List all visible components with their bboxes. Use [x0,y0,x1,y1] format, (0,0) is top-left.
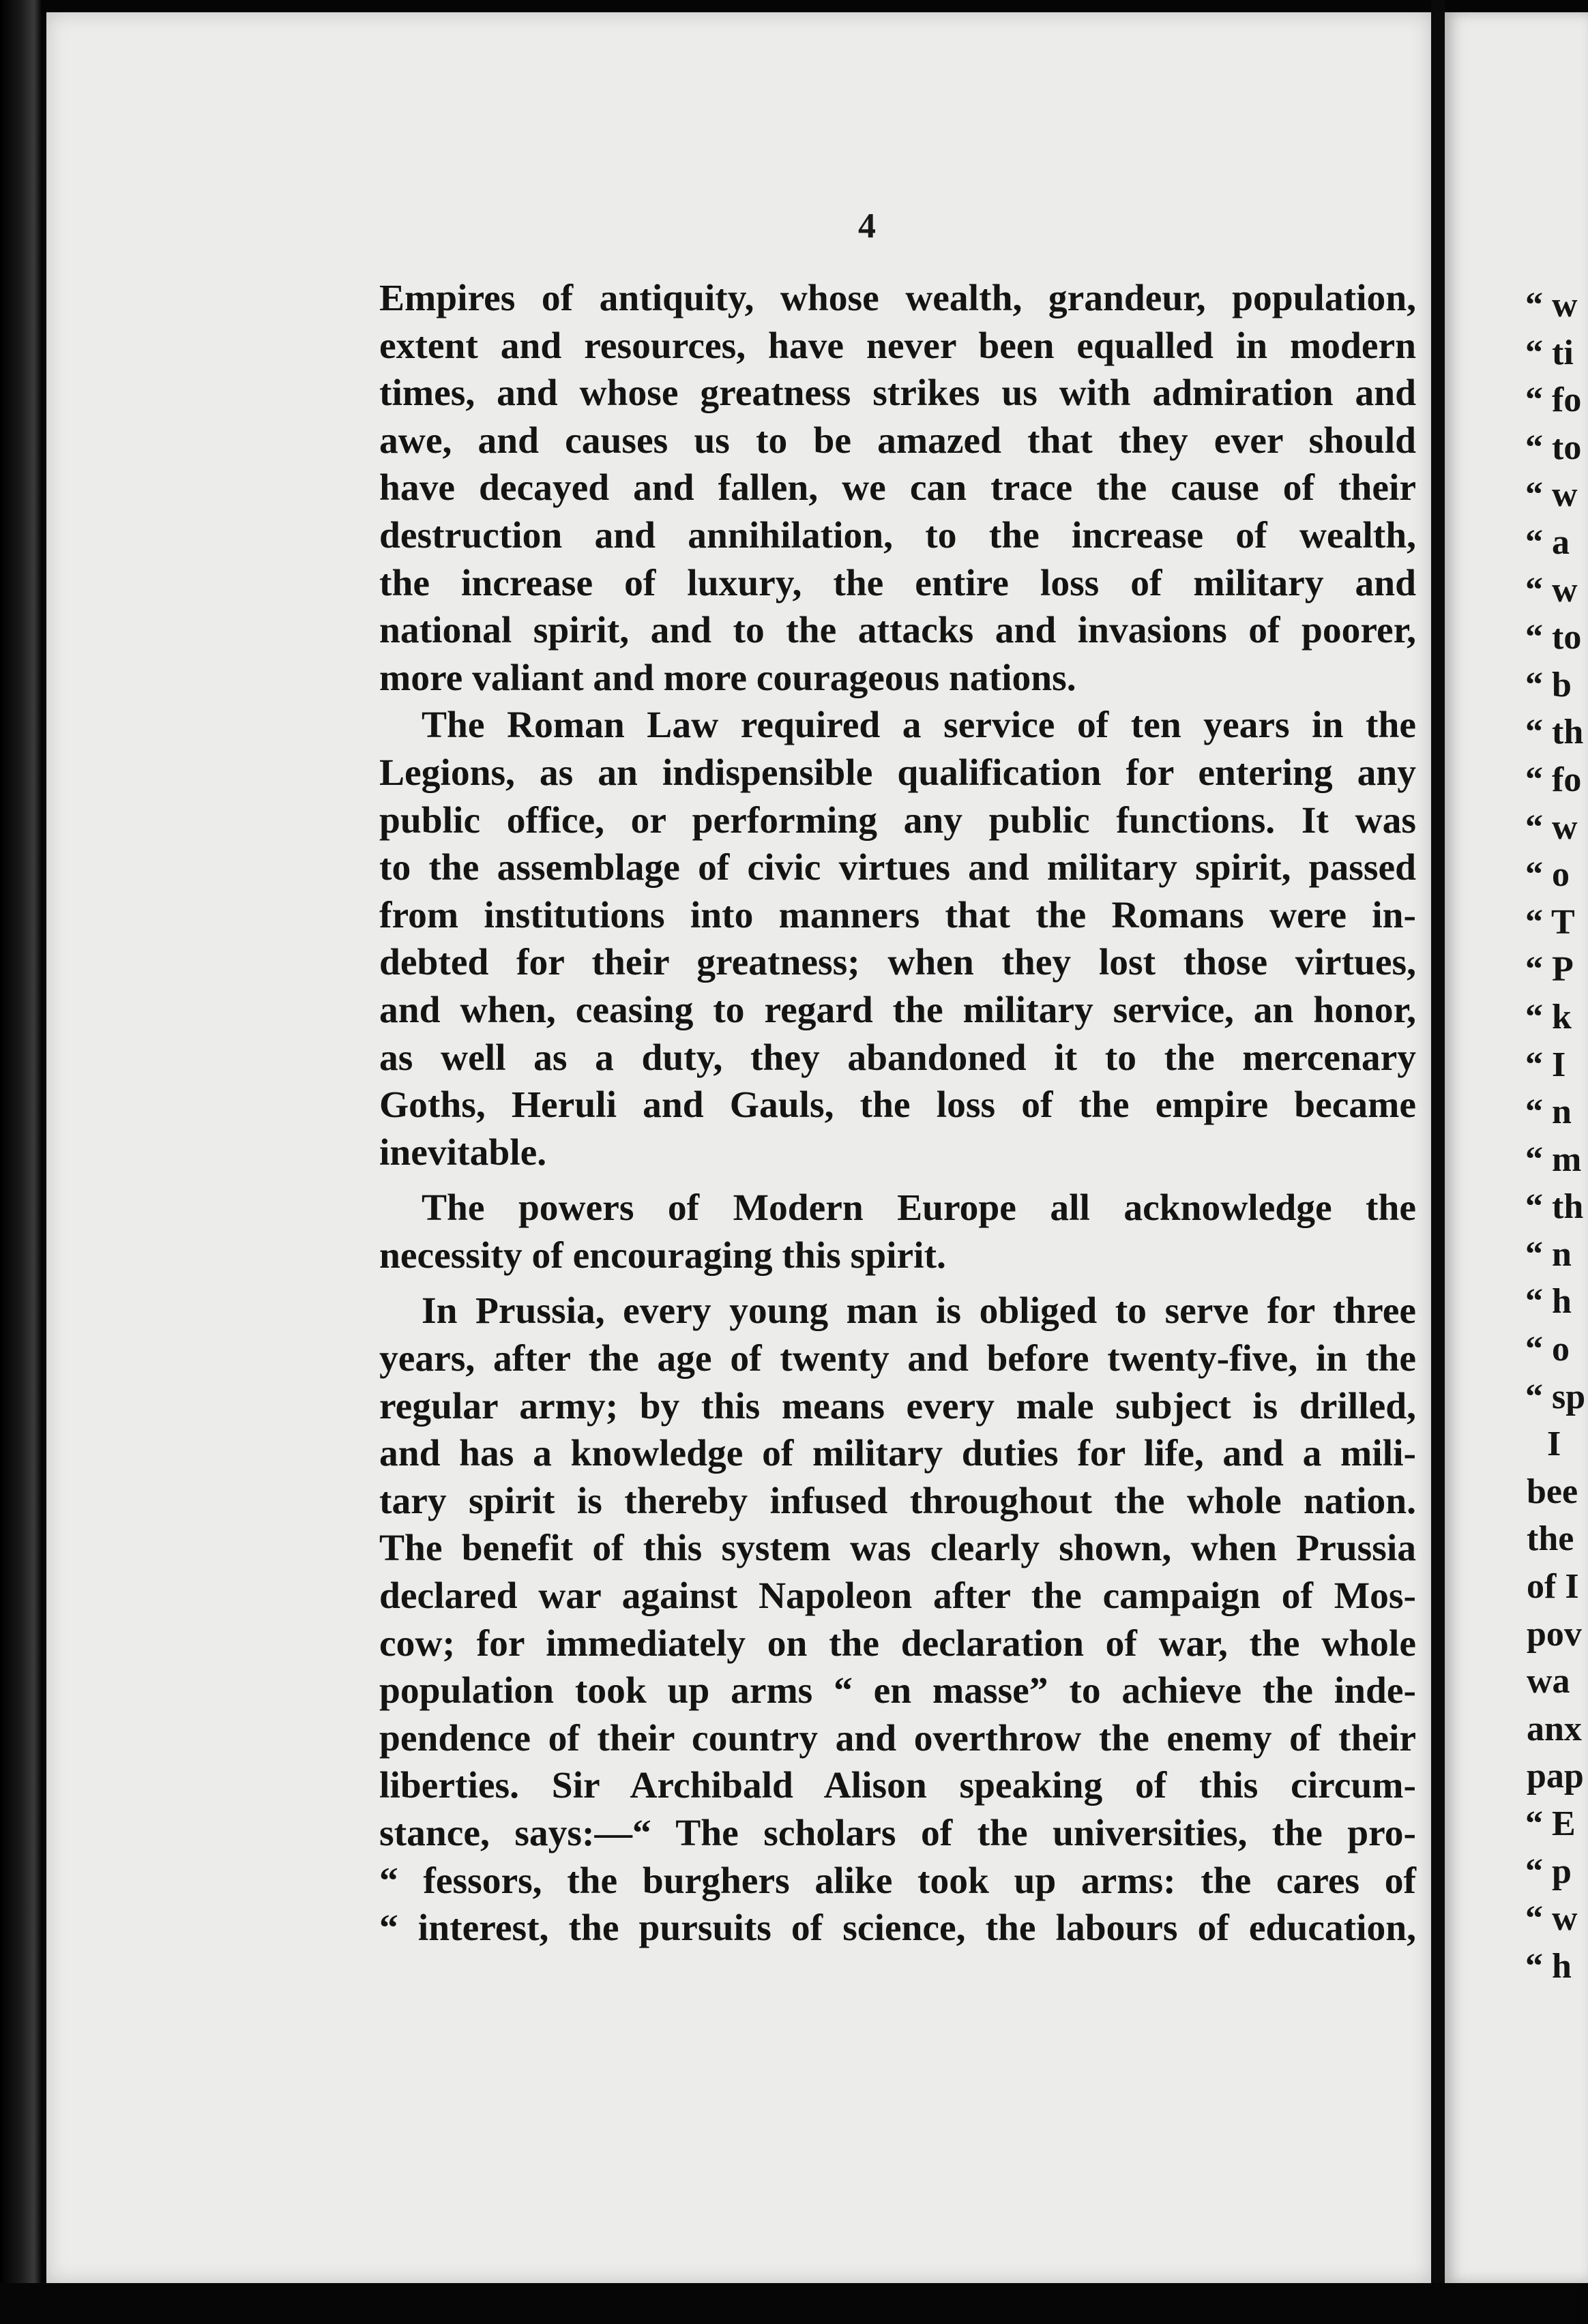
facing-text-line: “ b [1525,665,1572,704]
text-line: “ interest, the pursuits of science, the labours of education, [379,1907,1416,1950]
facing-text-line: “ ti [1525,333,1574,372]
facing-text-line: “ w [1525,570,1578,610]
facing-text-line: “ n [1525,1234,1572,1274]
text-line: the increase of luxury, the entire loss of military and [379,562,1416,604]
text-line: population took up arms “ en masse” to achieve the inde- [379,1670,1416,1712]
facing-text-line: “ I [1525,1045,1566,1084]
text-line: cow; for immediately on the declaration of war, the whole [379,1622,1416,1665]
facing-text-line: pap [1527,1757,1584,1796]
text-line: stance, says:—“ The scholars of the universities, the pro- [379,1813,1416,1854]
text-line: national spirit, and to the attacks and invasions of poorer, [379,610,1416,652]
facing-text-line: “ w [1525,475,1578,515]
facing-text-line: “ th [1525,1187,1584,1227]
text-line: Goths, Heruli and Gauls, the loss of the empire became [379,1084,1416,1127]
facing-text-line: bee [1527,1472,1578,1511]
facing-page-text [1445,282,1585,1990]
text-line: regular army; by this means every male subject is drilled, [379,1385,1416,1427]
facing-text-line: “ w [1525,286,1578,325]
facing-text-line: anx [1527,1709,1582,1748]
text-line: declared war against Napoleon after the campaign of Mos- [379,1575,1416,1618]
facing-text-line: of I [1527,1567,1579,1607]
text-line: Legions, as an indispensible qualification for entering any [379,751,1416,794]
text-line: The powers of Modern Europe all acknowledge the [422,1187,1416,1230]
facing-text-line: “ p [1525,1851,1572,1891]
facing-text-line: “ to [1525,428,1582,467]
book-page [46,12,1431,2283]
text-line: to the assemblage of civic virtues and military spirit, passed [379,847,1416,889]
text-line: The Roman Law required a service of ten years in the [422,704,1416,747]
facing-text-line: pov [1527,1614,1582,1654]
facing-text-line: “ sp [1525,1377,1586,1416]
text-line: tary spirit is thereby infused throughout the whole nation. [379,1480,1416,1522]
text-line: as well as a duty, they abandoned it to the mercenary [379,1037,1416,1079]
text-line: from institutions into manners that the Romans were in- [379,894,1416,936]
text-line: inevitable. [379,1131,547,1174]
text-line: In Prussia, every young man is obliged to serve for three [422,1290,1416,1332]
text-line: and when, ceasing to regard the military service, an honor, [379,989,1416,1031]
facing-text-line: “ n [1525,1092,1572,1132]
facing-text-line: the [1527,1519,1574,1559]
facing-text-line: “ w [1525,1899,1578,1939]
text-line: Empires of antiquity, whose wealth, grandeur, population, [379,278,1416,319]
facing-text-line: “ fo [1525,381,1582,420]
text-line: liberties. Sir Archibald Alison speaking of this circum- [379,1765,1416,1807]
text-line: debted for their greatness; when they lost those virtues, [379,942,1416,984]
page-number: 4 [858,207,876,245]
facing-text-line: “ E [1525,1804,1576,1843]
facing-text-line: “ m [1525,1139,1582,1179]
facing-text-line: “ h [1525,1946,1572,1986]
facing-text-line: wa [1527,1662,1570,1701]
facing-text-line: “ h [1525,1282,1572,1322]
facing-text-line: “ o [1525,1330,1570,1369]
text-line: destruction and annihilation, to the increase of wealth, [379,514,1416,556]
text-line: necessity of encouraging this spirit. [379,1234,946,1277]
text-line: times, and whose greatness strikes us with admiration and [379,372,1416,415]
facing-text-line: “ k [1525,997,1572,1037]
facing-text-line: “ T [1525,902,1575,942]
facing-text-line: “ fo [1525,760,1582,799]
facing-text-line: “ o [1525,855,1570,895]
facing-text-line: I [1547,1425,1561,1464]
text-line: extent and resources, have never been equalled in modern [379,325,1416,367]
facing-text-line: “ a [1525,522,1570,562]
facing-text-line: “ P [1525,950,1574,989]
text-line: have decayed and fallen, we can trace the cause of their [379,467,1416,509]
text-line: public office, or performing any public functions. It was [379,799,1416,841]
text-line: years, after the age of twenty and before twenty-five, in the [379,1338,1416,1380]
facing-text-line: “ th [1525,713,1584,752]
text-line: The benefit of this system was clearly shown, when Prussia [379,1528,1416,1570]
facing-page [1445,12,1588,2283]
text-line: pendence of their country and overthrow the enemy of their [379,1717,1416,1759]
body-text [379,275,1416,1952]
facing-text-line: “ to [1525,618,1582,657]
text-line: more valiant and more courageous nations. [379,657,1076,699]
facing-text-line: “ w [1525,807,1578,847]
book-spine-left [0,0,41,2324]
book-bottom-edge [0,2283,1577,2324]
text-line: and has a knowledge of military duties for life, and a mili- [379,1433,1416,1475]
book-gutter [1431,0,1445,2324]
text-line: awe, and causes us to be amazed that they ever should [379,419,1416,462]
text-line: “ fessors, the burghers alike took up arms: the cares of [379,1860,1416,1902]
